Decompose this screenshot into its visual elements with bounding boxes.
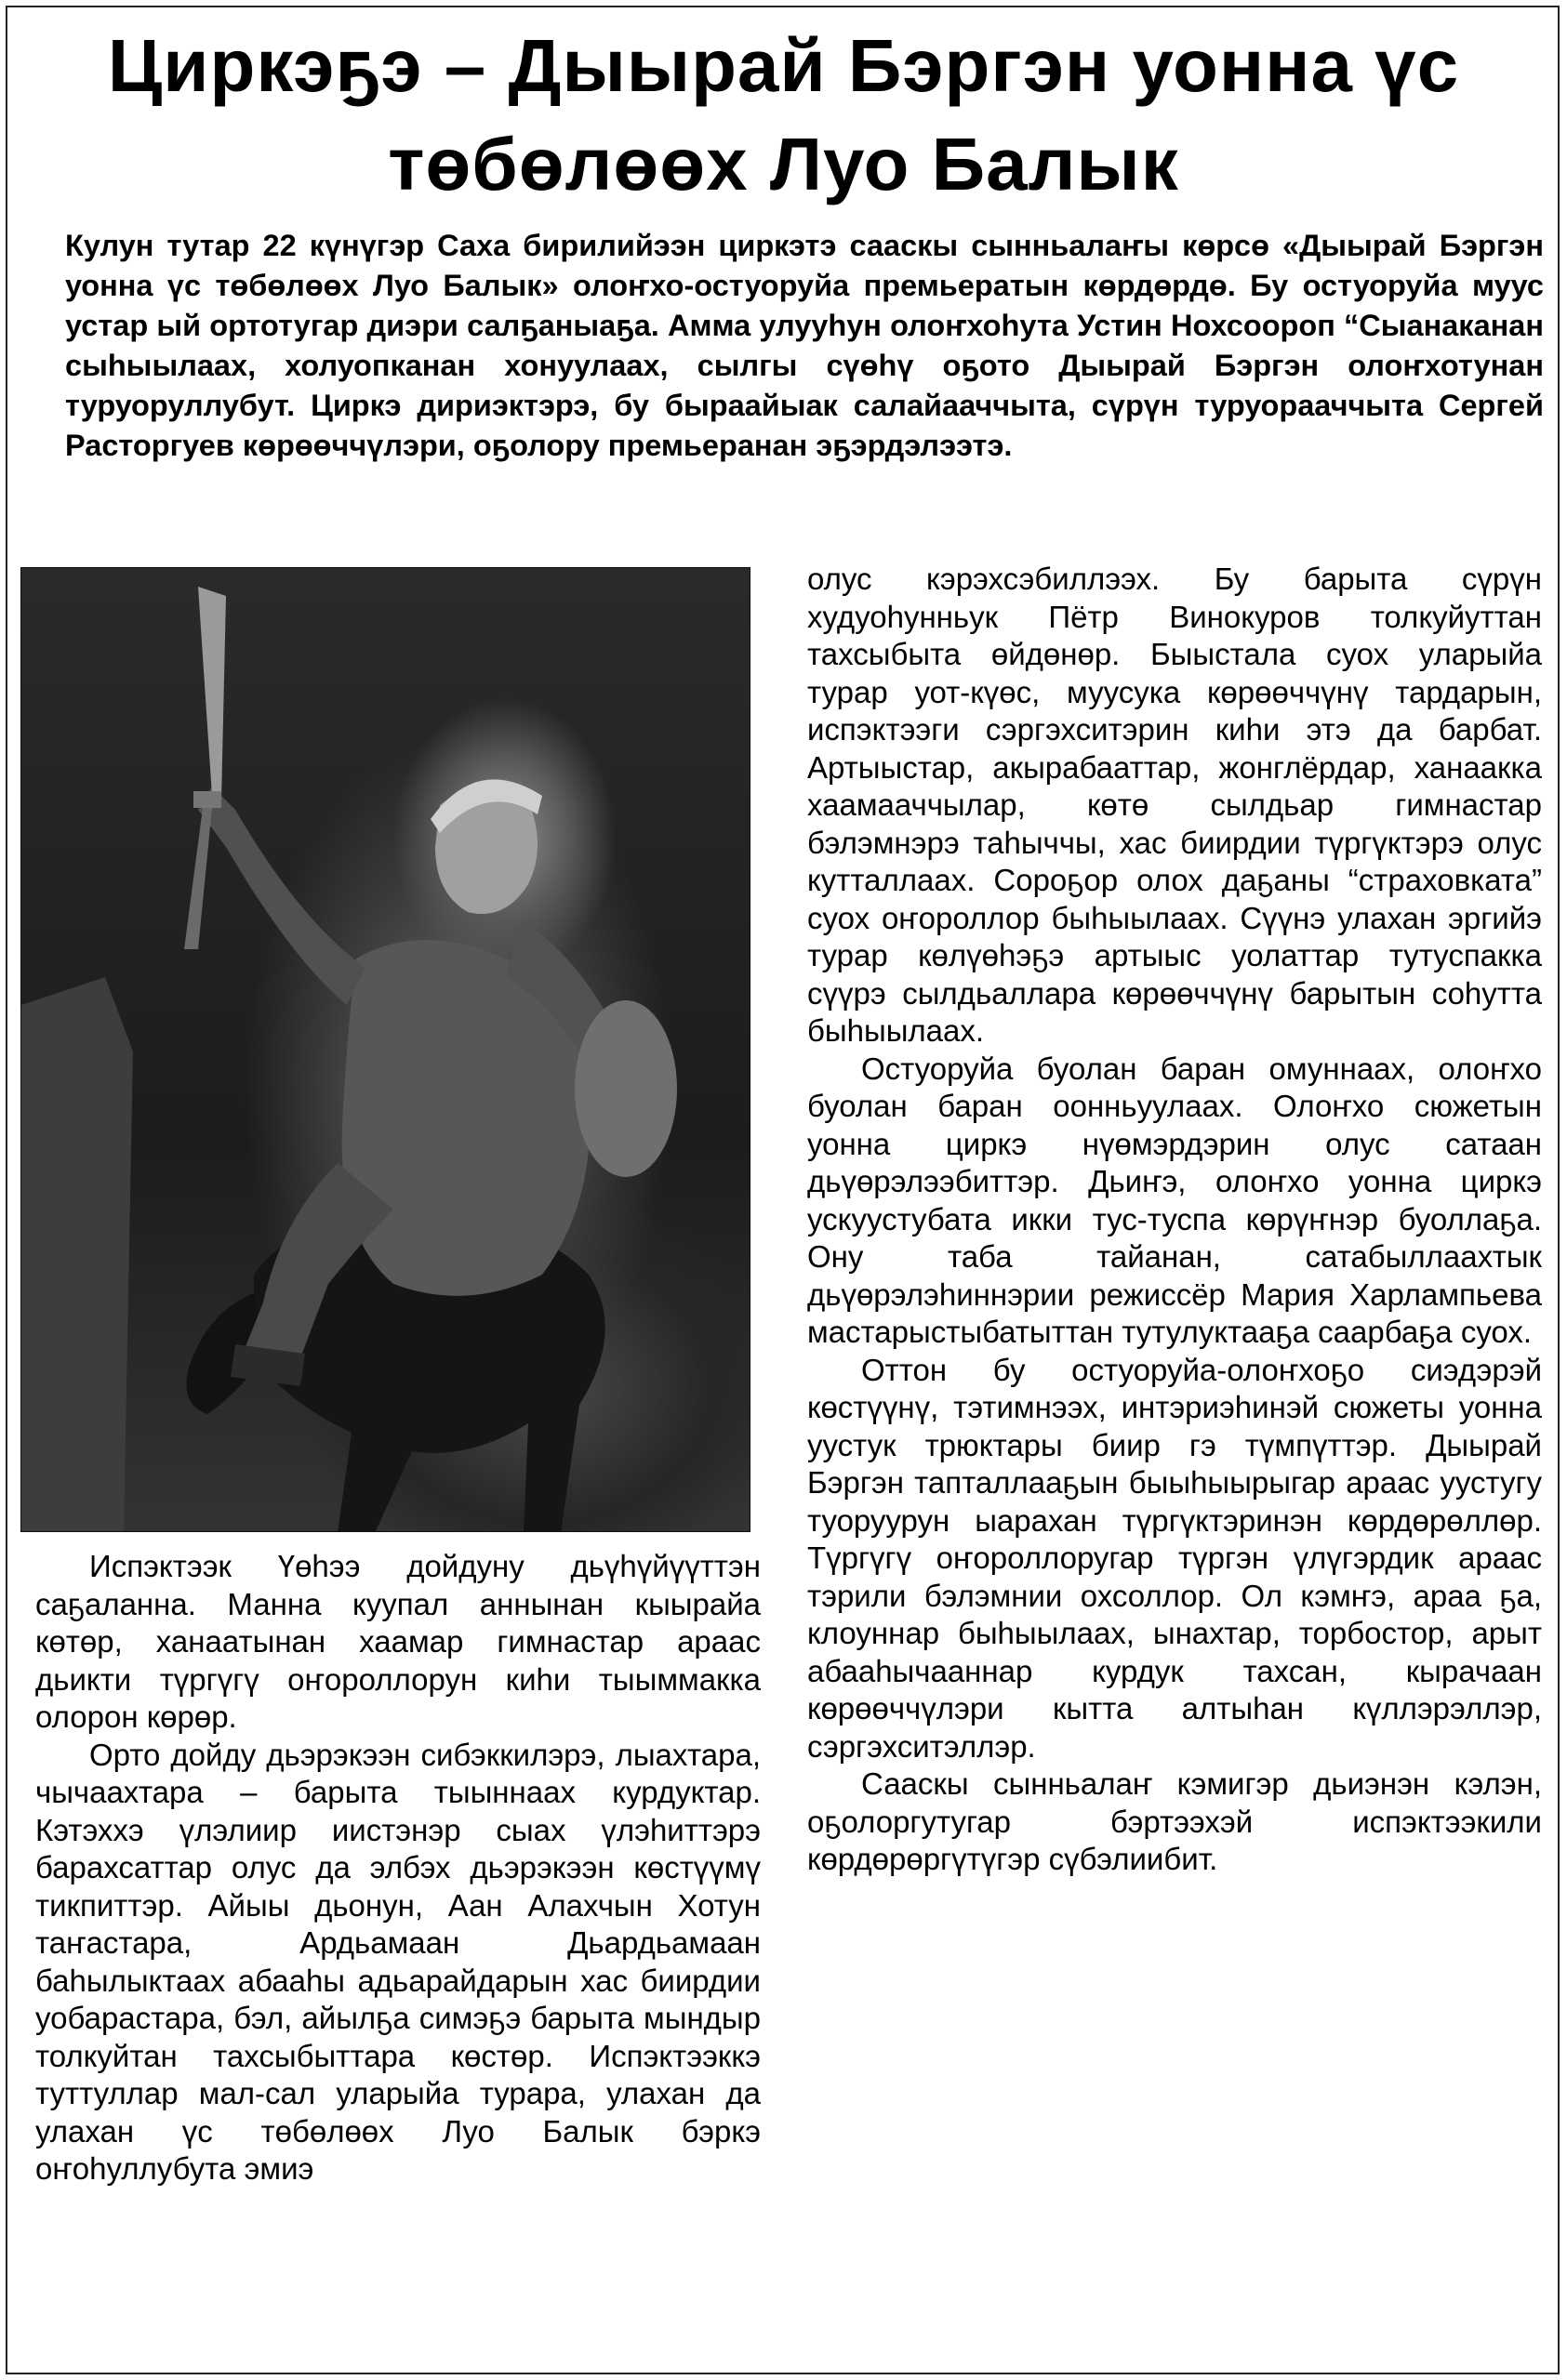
article-headline: Циркэҕэ – Дыырай Бэргэн уонна үс төбөлөөх Луо Балык — [107, 24, 1460, 205]
right-paragraph-2: Остуоруйа буолан баран омуннаах, олоҥхо буолан баран оонньуулаах. Олоҥхо сюжетын уонна циркэ нүөмэрдэрин олус сатаан дьүөрэлээбиттэр. Дьиҥэ, олоҥхо уонна циркэ ускуустубата икки тус-туспа көрүҥнэр буоллаҕа. Ону таба тайанан, сатабыллаахтык дьүөрэлэһиннэрии режиссёр Мария Харлампьева мастарыстыбатыттан тутулуктааҕа саарбаҕа суох. — [807, 1051, 1542, 1349]
rider-silhouette-graphic — [21, 568, 750, 1532]
right-paragraph-3: Оттон бу остуоруйа-олоҥхоҕо сиэдэрэй көстүүнү, тэтимнээх, интэриэһинэй сюжеты уонна уустук трюктары биир гэ түмпүттэр. Дыырай Бэргэн тапталлааҕын быыһыырыгар араас уустугу туоруурун ыарахан түргүктэринэн көрдөрөллөр. Түргүгү оҥороллоругар түргэн үлүгэрдик араас тэрили бэлэмнии охсоллор. Ол кэмҥэ, араа ҕа, клоуннар быһыылаах, ынахтар, торбостор, арыт абааһычааннар курдук тахсан, кырачаан көрөөччүлэри кытта алтыһан күллэрэллэр, сэргэхситэллэр. — [807, 1352, 1542, 1764]
right-paragraph-4: Сааскы сынньалаҥ кэмигэр дьиэнэн кэлэн, оҕолоргутугар бэртээхэй испэктээкили көрдөрөргүтүгэр сүбэлиибит. — [807, 1766, 1542, 1876]
article-column-right — [807, 561, 1542, 1879]
left-paragraph-1: Испэктээк Үөһээ дойдуну дьүһүйүүттэн саҕаланна. Манна куупал аннынан кыырайа көтөр, ханаатынан хаамар гимнастар араас дьикти түргүгү оҥороллорун киһи тыыммакка олорон көрөр. — [35, 1549, 761, 1734]
right-paragraph-1: олус кэрэхсэбиллээх. Бу барыта сүрүн худуоһунньук Пётр Винокуров толкуйуттан тахсыбыта өйдөнөр. Быыстала суох уларыйа турар уот-күөс, муусука көрөөччүнү тардарын, испэктээги сэргэхситэрин киһи этэ да барбат. Артыыстар, акырабааттар, жонглёрдар, ханаакка хаамааччылар, көтө сылдьар гимнастар бэлэмнэрэ таһыччы, хас биирдии түргүктэрэ олус кутталлаах. Сороҕор олох даҕаны “страховката” суох оҥороллор быһыылаах. Сүүнэ улахан эргийэ турар көлүөһэҕэ артыыс уолаттар тутуспакка сүүрэ сылдьаллара көрөөччүнү барытын соһутта быһыылаах. — [807, 562, 1542, 1048]
left-paragraph-2: Орто дойду дьэрэкээн сибэккилэрэ, лыахтара, чычаахтара – барыта тыыннаах курдуктар. Кэтэххэ үлэлиир иистэнэр сыах үлэһиттэрэ барахсаттар олус да элбэх дьэрэкээн көстүүмү тикпиттэр. Айыы дьонун, Аан Алахчын Хотун таҥастара, Ардьамаан Дьардьамаан баһылыктаах абааһы адьарайдарын хас биирдии уобарастара, бэл, айылҕа симэҕэ барыта мындыр толкуйтан тахсыбыттара көстөр. Испэктээккэ туттуллар мал-сал уларыйа турара, улахан да улахан үс төбөлөөх Луо Балык бэркэ оҥоһуллубута эмиэ — [35, 1737, 761, 2186]
article-lead: Кулун тутар 22 күнүгэр Саха бирилийээн циркэтэ сааскы сынньалаҥы көрсө «Дыырай Бэргэн уонна үс төбөлөөх Луо Балык» олоҥхо-остуоруйа премьератын көрдөрдө. Бу остуоруйа муус устар ый ортотугар диэри салҕаныаҕа. Амма улууһун олоҥхоһута Устин Нохсоороп “Сыанаканан сыһыылаах, холуопканан хонуулаах, сылгы сүөһү оҕото Дыырай Бэргэн олоҥхотунан туруоруллубут. Циркэ дириэктэрэ, бу быраайыак салайааччыта, сүрүн туруорааччыта Сергей Расторгуев көрөөччүлэри, оҕолору премьеранан эҕэрдэлээтэ. — [65, 229, 1544, 462]
article-column-left — [35, 1548, 761, 2188]
performance-photo — [20, 567, 750, 1532]
